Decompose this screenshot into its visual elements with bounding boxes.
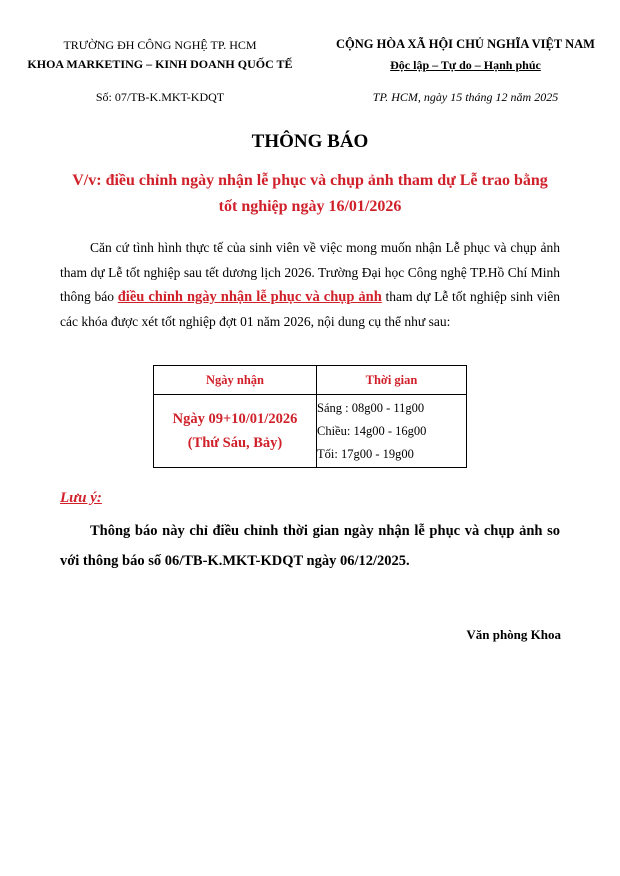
body-text-part1: Căn cứ tình hình thực tế của sinh viên về việc mong muốn nhận Lễ phục và chụp ảnh tham dự Lễ tốt nghiệp sau tết dương lịch 2026. Trường Đại học Công nghệ TP.Hồ Chí Minh thông báo [60,240,560,304]
document-subject [50,168,570,220]
date-cell [154,395,317,468]
time-morning: Sáng : 08g00 - 11g00 [317,400,425,415]
document-title: THÔNG BÁO [251,131,369,152]
note-label: Lưu ý: [60,490,102,506]
national-title: CỘNG HÒA XÃ HỘI CHỦ NGHĨA VIỆT NAM [336,37,595,51]
university-name: TRƯỜNG ĐH CÔNG NGHỆ TP. HCM [63,38,257,52]
place-date: TP. HCM, ngày 15 tháng 12 năm 2025 [372,90,559,104]
time-evening: Tối: 17g00 - 19g00 [317,446,414,461]
body-highlight: điều chỉnh ngày nhận lễ phục và chụp ảnh [117,289,382,305]
document-number: Số: 07/TB-K.MKT-KDQT [95,90,225,104]
note-paragraph [60,516,560,576]
note-text: Thông báo này chỉ điều chỉnh thời gian ngày nhận lễ phục và chụp ảnh so với thông báo số 06/TB-K.MKT-KDQT ngày 06/12/2025. [60,523,560,569]
schedule-table [153,365,467,468]
column-header-time: Thời gian [317,366,467,395]
column-header-date: Ngày nhận [154,366,317,395]
weekday-value: (Thứ Sáu, Bảy) [187,435,283,451]
subject-line-2: tốt nghiệp ngày 16/01/2026 [218,198,402,215]
subject-line-1: V/v: điều chỉnh ngày nhận lễ phục và chụp ảnh tham dự Lễ trao bằng [72,172,548,189]
national-motto: Độc lập – Tự do – Hạnh phúc [390,58,541,72]
date-value: Ngày 09+10/01/2026 [172,411,298,427]
time-afternoon: Chiều: 14g00 - 16g00 [317,423,427,438]
time-cell [317,395,467,468]
table-row [154,395,467,468]
body-text-part2: tham dự Lễ tốt nghiệp sinh viên các khóa được xét tốt nghiệp đợt 01 năm 2026, nội dung cụ thể như sau: [60,289,561,329]
body-paragraph [60,236,560,334]
signature: Văn phòng Khoa [466,627,561,642]
faculty-name: KHOA MARKETING – KINH DOANH QUỐC TẾ [27,57,293,71]
table-header-row [154,366,467,395]
